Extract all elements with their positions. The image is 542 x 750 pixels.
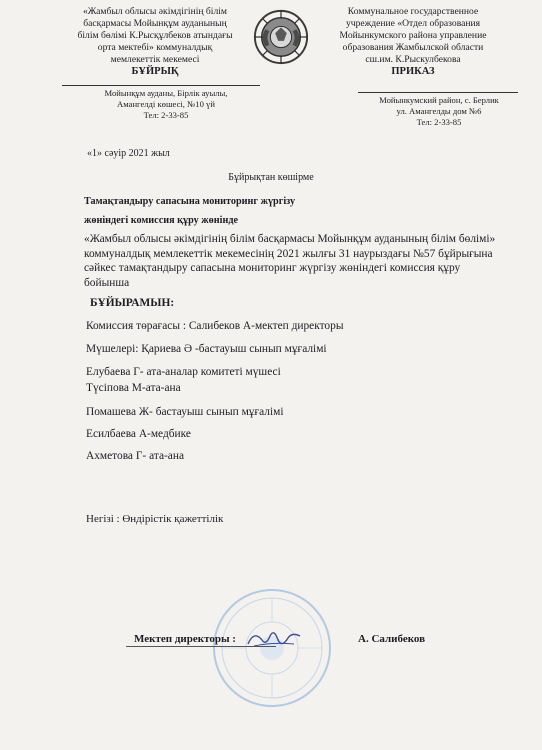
order-label-kazakh: БҰЙРЫҚ [131,66,179,77]
header-left-line: «Жамбыл облысы әкімдігінің білім [83,6,227,17]
address-line: Тел: 2-33-85 [416,117,462,127]
address-line: Мойынқұм ауданы, Бірлік ауылы, [104,88,228,98]
address-right [354,95,524,128]
header-right-russian [304,6,522,78]
header-right-line: образования Жамбылской области [342,42,484,53]
header-left-line: білім бөлімі К.Рысқұлбеков атындағы [77,30,233,41]
header-left-line: мемлекеттік мекемесі [110,54,200,65]
document-date: «1» сәуір 2021 жыл [87,148,170,159]
subject-line-2: жөніндегі комиссия құру жөнінде [84,215,239,226]
commission-member: Есилбаева А-медбике [86,428,191,440]
header-right-line: сш.им. К.Рыскулбекова [365,54,461,65]
basis-footnote: Негізі : Өндірістік қажеттілік [86,513,224,525]
header-divider-left [62,85,260,86]
header-divider-right [358,92,518,93]
state-emblem-icon [252,8,310,66]
subject-line-1: Тамақтандыру сапасына мониторинг жүргізу [84,196,296,207]
address-line: Амангелді көшесі, №10 үй [117,99,215,109]
commission-chair: Комиссия төрағасы : Салибеков А-мектеп директоры [86,320,344,332]
command-heading: БҰЙЫРАМЫН: [90,297,175,309]
copy-label: Бұйрықтан көшірме [228,172,314,183]
address-line: Тел: 2-33-85 [143,110,189,120]
commission-member: Мүшелері: Қариева Ә -бастауыш сынып мұғалімі [86,343,327,355]
commission-member: Помашева Ж- бастауыш сынып мұғалімі [86,406,284,418]
header-right-line: Коммунальное государственное [347,6,479,17]
commission-member: Түсіпова М-ата-ана [86,382,181,394]
commission-member: Ахметова Г- ата-ана [86,450,184,462]
header-right-line: Мойынкумского района управление [339,30,487,41]
address-left [66,88,266,121]
header-left-line: басқармасы Мойынқұм ауданының [83,18,227,29]
header-left-kazakh [60,6,250,78]
signer-name: А. Салибеков [358,633,426,645]
address-line: ул. Амангелды дом №6 [396,106,482,116]
handwritten-signature-icon [244,624,304,654]
header-right-line: учреждение «Отдел образования [345,18,481,29]
commission-member: Елубаева Г- ата-аналар комитеті мүшесі [86,366,281,378]
signature-title: Мектеп директоры : [134,633,236,645]
address-line: Мойынкумский район, с. Берлик [379,95,499,105]
header-left-line: орта мектебі» коммуналдық [97,42,213,53]
order-label-russian: ПРИКАЗ [391,66,435,77]
basis-paragraph: «Жамбыл облысы әкімдігінің білім басқармасы Мойынқұм ауданының білім бөлімі» коммуналдық мемлекеттік мекемесінің 2021 жылғы 31 наурыздағы №57 бұйрығына сәйкес тамақтандыру сапасына мониторинг жүргізу жөніндегі комиссия құру бойынша [84,233,496,289]
